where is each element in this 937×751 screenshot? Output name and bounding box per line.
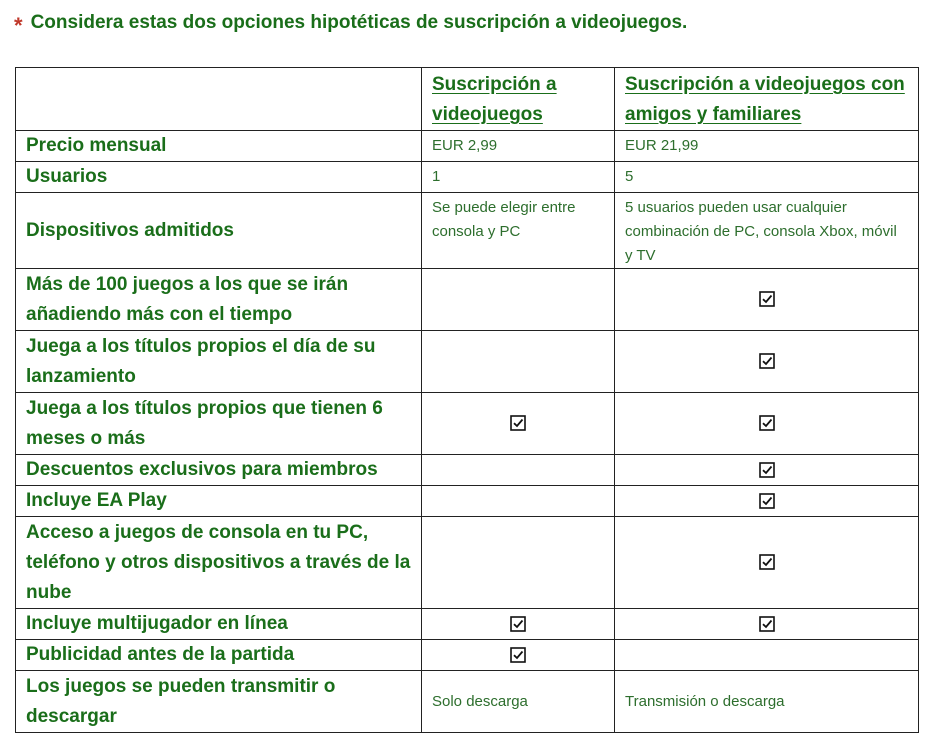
table-row bbox=[16, 193, 919, 269]
row-label: Publicidad antes de la partida bbox=[16, 640, 422, 671]
option-2-cell bbox=[615, 609, 919, 640]
header-option-1: Suscripción a videojuegos bbox=[422, 68, 615, 131]
header-row bbox=[16, 68, 919, 131]
table-row bbox=[16, 640, 919, 671]
checkbox-checked-icon bbox=[510, 415, 526, 431]
row-label: Precio mensual bbox=[16, 131, 422, 162]
checkbox-checked-icon bbox=[510, 616, 526, 632]
row-label: Más de 100 juegos a los que se irán añadiendo más con el tiempo bbox=[16, 269, 422, 331]
table-row bbox=[16, 393, 919, 455]
row-label: Descuentos exclusivos para miembros bbox=[16, 455, 422, 486]
option-1-cell bbox=[422, 486, 615, 517]
option-1-cell bbox=[422, 331, 615, 393]
table-row bbox=[16, 331, 919, 393]
option-2-cell bbox=[615, 455, 919, 486]
comparison-table bbox=[15, 67, 919, 733]
option-2-value: Transmisión o descarga bbox=[615, 671, 919, 733]
checkbox-checked-icon bbox=[759, 291, 775, 307]
row-label: Incluye multijugador en línea bbox=[16, 609, 422, 640]
table-row bbox=[16, 609, 919, 640]
checkbox-checked-icon bbox=[759, 616, 775, 632]
option-1-cell bbox=[422, 393, 615, 455]
option-1-cell bbox=[422, 455, 615, 486]
row-label: Los juegos se pueden transmitir o descargar bbox=[16, 671, 422, 733]
option-2-value: EUR 21,99 bbox=[615, 131, 919, 162]
checkbox-checked-icon bbox=[759, 415, 775, 431]
row-label: Acceso a juegos de consola en tu PC, teléfono y otros dispositivos a través de la nube bbox=[16, 517, 422, 609]
row-label: Juega a los títulos propios el día de su lanzamiento bbox=[16, 331, 422, 393]
option-2-cell bbox=[615, 393, 919, 455]
option-1-cell bbox=[422, 517, 615, 609]
row-label: Dispositivos admitidos bbox=[16, 193, 422, 269]
checkbox-checked-icon bbox=[510, 647, 526, 663]
option-1-cell bbox=[422, 640, 615, 671]
option-1-value: Solo descarga bbox=[422, 671, 615, 733]
option-2-value: 5 bbox=[615, 162, 919, 193]
option-1-value: 1 bbox=[422, 162, 615, 193]
table-row bbox=[16, 269, 919, 331]
option-2-cell bbox=[615, 331, 919, 393]
table-row bbox=[16, 517, 919, 609]
option-2-value: 5 usuarios pueden usar cualquier combinación de PC, consola Xbox, móvil y TV bbox=[615, 193, 919, 269]
checkbox-checked-icon bbox=[759, 554, 775, 570]
option-1-value: EUR 2,99 bbox=[422, 131, 615, 162]
option-1-value: Se puede elegir entre consola y PC bbox=[422, 193, 615, 269]
header-option-2: Suscripción a videojuegos con amigos y familiares bbox=[615, 68, 919, 131]
header-empty bbox=[16, 68, 422, 131]
question-text: Considera estas dos opciones hipotéticas de suscripción a videojuegos. bbox=[30, 12, 688, 33]
checkbox-checked-icon bbox=[759, 353, 775, 369]
required-asterisk-icon: * bbox=[14, 13, 23, 38]
table-row bbox=[16, 455, 919, 486]
option-2-cell bbox=[615, 517, 919, 609]
question-title bbox=[14, 10, 687, 36]
row-label: Juega a los títulos propios que tienen 6 meses o más bbox=[16, 393, 422, 455]
row-label: Usuarios bbox=[16, 162, 422, 193]
option-2-cell bbox=[615, 269, 919, 331]
option-1-cell bbox=[422, 609, 615, 640]
table-row bbox=[16, 131, 919, 162]
table-row bbox=[16, 162, 919, 193]
checkbox-checked-icon bbox=[759, 493, 775, 509]
option-2-cell bbox=[615, 486, 919, 517]
table-row bbox=[16, 671, 919, 733]
row-label: Incluye EA Play bbox=[16, 486, 422, 517]
checkbox-checked-icon bbox=[759, 462, 775, 478]
option-2-cell bbox=[615, 640, 919, 671]
option-1-cell bbox=[422, 269, 615, 331]
table-row bbox=[16, 486, 919, 517]
